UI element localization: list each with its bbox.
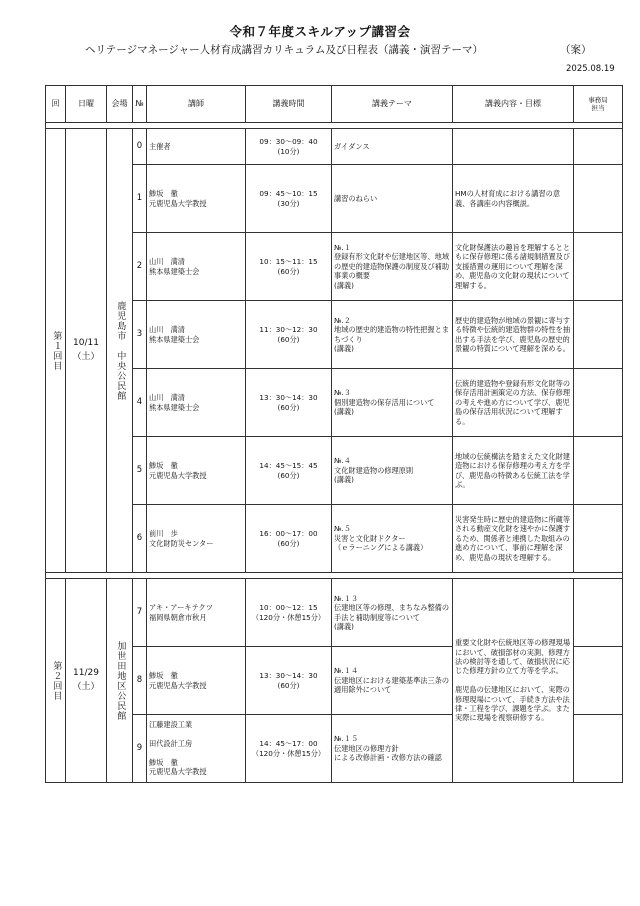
table-row: 2 山川 満清 熊本県建築士会 10：15〜11：15 (60分) №.１ 登録有形文化財や伝建地区等、地域の歴史的建造物保護の制度及び補助事業の概要 (講義) 文化財保護法の趣旨を理解するとともに保存修理に係る諸規制措置及び支援措置の運用について理解を深め、鹿児島の文化財の現状について理解する。 (46, 233, 623, 301)
col-header: 事務局 担当 (574, 86, 623, 123)
lecturer-cell: 鯵坂 徹 元鹿児島大学教授 (147, 437, 246, 505)
content-cell (453, 129, 574, 165)
theme-cell: 講習のねらい (332, 165, 453, 233)
time-cell: 13：30〜14：30 (60分) (246, 647, 332, 715)
content-cell: 災害発生時に歴史的建造物に所蔵等される動産文化財を速やかに保護するため、関係者と連携した取組みの進め方について、事前に理解を深め、鹿児島の現状を理解する。 (453, 505, 574, 573)
col-header: 講師 (147, 86, 246, 123)
time-cell: 10：15〜11：15 (60分) (246, 233, 332, 301)
time-cell: 09：45〜10：15 (30分) (246, 165, 332, 233)
staff-cell (574, 165, 623, 233)
content-cell: 歴史的建造物が地域の景観に寄与する特徴や伝統的建造物群の特性を抽出する手法を学び、鹿児島の歴史的景観の特質について理解を深める。 (453, 301, 574, 369)
staff-cell (574, 579, 623, 647)
lecturer-cell: アキ・アーキテクツ 福岡県朝倉市秋月 (147, 579, 246, 647)
content-cell: 伝統的建造物や登録有形文化財等の保存活用計画策定の方法、保存修理の考えや進め方について学び、鹿児島の保存活用状況について理解する。 (453, 369, 574, 437)
col-header: 講義テーマ (332, 86, 453, 123)
document-date: 2025.08.19 (566, 64, 615, 74)
staff-cell (574, 233, 623, 301)
document-title: 令和７年度スキルアップ講習会 (229, 24, 411, 39)
theme-cell: №.１ 登録有形文化財や伝建地区等、地域の歴史的建造物保護の制度及び補助事業の概要 (講義) (332, 233, 453, 301)
theme-cell: №.１５ 伝建地区の修理方針 による改修計画・改修方法の確認 (332, 715, 453, 783)
content-cell: 地域の伝統構法を踏まえた文化財建造物における保存修理の考え方を学び、鹿児島の特徴ある伝統工法を学ぶ。 (453, 437, 574, 505)
theme-cell: №.１３ 伝建地区等の修理、まちなみ整備の手法と補助制度等について (講義) (332, 579, 453, 647)
lecturer-cell: 山川 満清 熊本県建築士会 (147, 301, 246, 369)
time-cell: 14：45〜17：00 （120分・休憩15分） (246, 715, 332, 783)
theme-cell: №.１４ 伝建地区における建築基準法三条の適用除外について (332, 647, 453, 715)
venue-cell: 加世田地区公民館 (107, 579, 133, 783)
time-cell: 16：00〜17：00 (60分) (246, 505, 332, 573)
col-header: № (133, 86, 147, 123)
table-row: 第１回目 10/11 （土） 鹿児島市 中央公民館 0 主催者 09：30〜09：40 (10分) ガイダンス (46, 129, 623, 165)
lecturer-cell: 山川 満清 熊本県建築士会 (147, 233, 246, 301)
content-cell: HMの人材育成における講習の意義、各講座の内容概説。 (453, 165, 574, 233)
staff-cell (574, 505, 623, 573)
lecturer-cell: 主催者 (147, 129, 246, 165)
table-row: 8 鯵坂 徹 元鹿児島大学教授 13：30〜14：30 (60分) №.１４ 伝建地区における建築基準法三条の適用除外について (46, 647, 623, 715)
staff-cell (574, 129, 623, 165)
time-cell: 09：30〜09：40 (10分) (246, 129, 332, 165)
col-header: 講義内容・目標 (453, 86, 574, 123)
staff-cell (574, 301, 623, 369)
table-row: 9 江藤建設工業 田代設計工房 鯵坂 徹 元鹿児島大学教授 14：45〜17：00 （120分・休憩15分） №.１５ 伝建地区の修理方針 による改修計画・改修方法の確認 (46, 715, 623, 783)
theme-cell: №.２ 地域の歴史的建造物の特性把握とまちづくり (講義) (332, 301, 453, 369)
staff-cell (574, 369, 623, 437)
col-header: 講義時間 (246, 86, 332, 123)
staff-cell (574, 647, 623, 715)
lecturer-cell: 江藤建設工業 田代設計工房 鯵坂 徹 元鹿児島大学教授 (147, 715, 246, 783)
table-row: 5 鯵坂 徹 元鹿児島大学教授 14：45〜15：45 (60分) №.４ 文化財建造物の修理原則 (講義) 地域の伝統構法を踏まえた文化財建造物における保存修理の考え方を学び、鹿児島の特徴ある伝統工法を学ぶ。 (46, 437, 623, 505)
time-cell: 10：00〜12：15 （120分・休憩15分） (246, 579, 332, 647)
col-header: 日曜 (66, 86, 107, 123)
theme-cell: №.４ 文化財建造物の修理原則 (講義) (332, 437, 453, 505)
table-row: 6 前川 歩 文化財防災センター 16：00〜17：00 (60分) №.５ 災害と文化財ドクター （ｅラーニングによる講義） 災害発生時に歴史的建造物に所蔵等される動産文化財を速やかに保護するため、関係者と連携した取組みの進め方について、事前に理解を深め、鹿児島の現状を理解する。 (46, 505, 623, 573)
col-header: 会場 (107, 86, 133, 123)
content-cell: 重要文化財や伝統地区等の修理現場において、破損部材の実測、修理方法の検討等を通して、破損状況に応じた修理方針の立て方等を学ぶ。 鹿児島の伝建地区において、実際の修理現場について、手続き方法や法律・工程を学び、課題を学ぶ。また実際に現場を視察研修する。 (453, 579, 574, 783)
lecturer-cell: 前川 歩 文化財防災センター (147, 505, 246, 573)
table-row: 4 山川 満清 熊本県建築士会 13：30〜14：30 (60分) №.３ 個別建造物の保存活用について (講義) 伝統的建造物や登録有形文化財等の保存活用計画策定の方法、保存修理の考えや進め方について学び、鹿児島の保存活用状況について理解する。 (46, 369, 623, 437)
time-cell: 13：30〜14：30 (60分) (246, 369, 332, 437)
round-cell: 第２回目 (46, 579, 66, 783)
table-row: 1 鯵坂 徹 元鹿児島大学教授 09：45〜10：15 (30分) 講習のねらい HMの人材育成における講習の意義、各講座の内容概説。 (46, 165, 623, 233)
time-cell: 14：45〜15：45 (60分) (246, 437, 332, 505)
schedule-table (45, 85, 623, 783)
date-cell: 11/29 （土） (66, 579, 107, 783)
draft-label: （案） (560, 44, 592, 56)
date-cell: 10/11 （土） (66, 129, 107, 573)
table-header-row (46, 86, 623, 123)
staff-cell (574, 437, 623, 505)
venue-cell: 鹿児島市 中央公民館 (107, 129, 133, 573)
lecturer-cell: 鯵坂 徹 元鹿児島大学教授 (147, 647, 246, 715)
table-row: 第２回目 11/29 （土） 加世田地区公民館 7 アキ・アーキテクツ 福岡県朝倉市秋月 10：00〜12：15 （120分・休憩15分） №.１３ 伝建地区等の修理、まちなみ整備の手法と補助制度等について (講義) 重要文化財や伝統地区等の修理現場において、破損部材の実測、修理方法の検討等を通して、破損状況に応じた修理方針の立て方等を学ぶ。 鹿児島の伝建地区において、実際の修理現場について、手続き方法や法律・工程を学び、課題を学ぶ。また実際に現場を視察研修する。 (46, 579, 623, 647)
content-cell: 文化財保護法の趣旨を理解するとともに保存修理に係る諸規制措置及び支援措置の運用について理解を深め、鹿児島の文化財の現状について理解する。 (453, 233, 574, 301)
col-header: 回 (46, 86, 66, 123)
round-cell: 第１回目 (46, 129, 66, 573)
theme-cell: №.３ 個別建造物の保存活用について (講義) (332, 369, 453, 437)
document-subtitle: ヘリテージマネージャー人材育成講習カリキュラム及び日程表（講義・演習テーマ） (85, 44, 484, 56)
time-cell: 11：30〜12：30 (60分) (246, 301, 332, 369)
table-row: 3 山川 満清 熊本県建築士会 11：30〜12：30 (60分) №.２ 地域の歴史的建造物の特性把握とまちづくり (講義) 歴史的建造物が地域の景観に寄与する特徴や伝統的建造物群の特性を抽出する手法を学び、鹿児島の歴史的景観の特質について理解を深める。 (46, 301, 623, 369)
theme-cell: №.５ 災害と文化財ドクター （ｅラーニングによる講義） (332, 505, 453, 573)
lecturer-cell: 山川 満清 熊本県建築士会 (147, 369, 246, 437)
theme-cell: ガイダンス (332, 129, 453, 165)
staff-cell (574, 715, 623, 783)
lecturer-cell: 鯵坂 徹 元鹿児島大学教授 (147, 165, 246, 233)
